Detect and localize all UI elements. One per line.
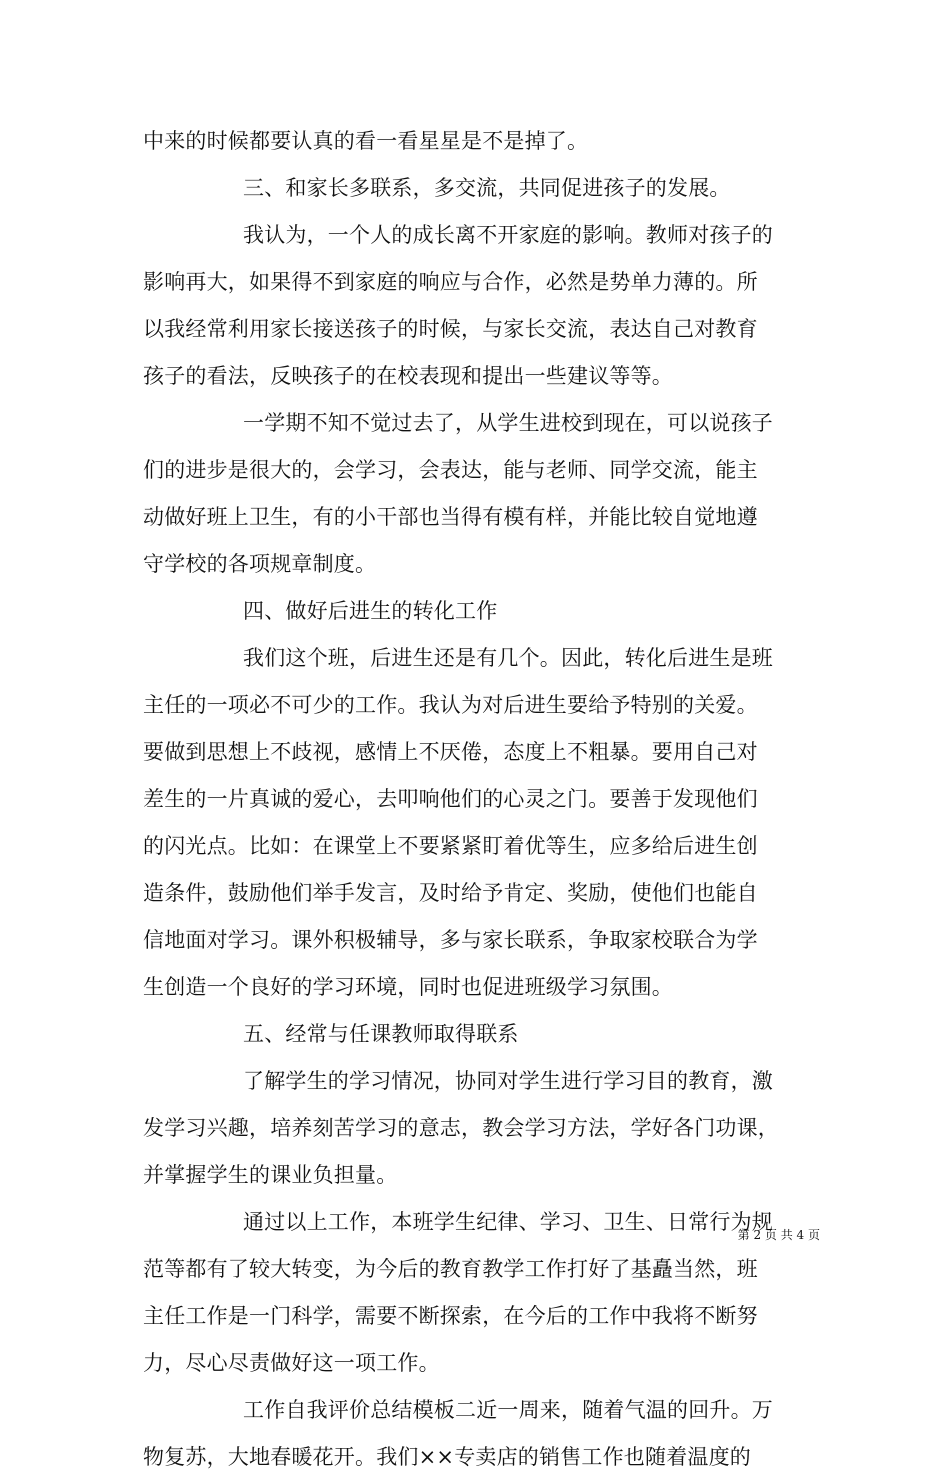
text-line: 工作自我评价总结模板二近一周来，随着气温的回升。万 (243, 1398, 773, 1422)
text-line: 一学期不知不觉过去了，从学生进校到现在，可以说孩子 (243, 411, 773, 435)
text-line: 中来的时候都要认真的看一看星星是不是掉了。 (143, 129, 589, 153)
text-line: 四、做好后进生的转化工作 (243, 599, 498, 623)
text-line: 通过以上工作，本班学生纪律、学习、卫生、日常行为规 (243, 1210, 773, 1234)
text-line: 主任的一项必不可少的工作。我认为对后进生要给予特别的关爱。 (143, 693, 758, 717)
text-line: 造条件，鼓励他们举手发言，及时给予肯定、奖励，使他们也能自 (143, 881, 758, 905)
text-line: 影响再大，如果得不到家庭的响应与合作，必然是势单力薄的。所 (143, 270, 758, 294)
text-line: 要做到思想上不歧视，感情上不厌倦，态度上不粗暴。要用自己对 (143, 740, 758, 764)
text-line: 孩子的看法，反映孩子的在校表现和提出一些建议等等。 (143, 364, 673, 388)
text-line: 信地面对学习。课外积极辅导，多与家长联系，争取家校联合为学 (143, 928, 758, 952)
text-line: 范等都有了较大转变，为今后的教育教学工作打好了基矗当然，班 (143, 1257, 758, 1281)
text-line: 差生的一片真诚的爱心，去叩响他们的心灵之门。要善于发现他们 (143, 787, 758, 811)
text-line: 我认为，一个人的成长离不开家庭的影响。教师对孩子的 (243, 223, 773, 247)
text-line: 发学习兴趣，培养刻苦学习的意志，教会学习方法，学好各门功课， (143, 1116, 779, 1140)
document-body (143, 118, 811, 1481)
text-line: 物复苏，大地春暖花开。我们××专卖店的销售工作也随着温度的 (143, 1445, 751, 1469)
text-line: 力，尽心尽责做好这一项工作。 (143, 1351, 440, 1375)
text-line: 以我经常利用家长接送孩子的时候，与家长交流，表达自己对教育 (143, 317, 758, 341)
text-line: 们的进步是很大的，会学习，会表达，能与老师、同学交流，能主 (143, 458, 758, 482)
text-line: 三、和家长多联系，多交流，共同促进孩子的发展。 (243, 176, 731, 200)
text-line: 主任工作是一门科学，需要不断探索，在今后的工作中我将不断努 (143, 1304, 758, 1328)
page-footer: 第 2 页 共 4 页 (737, 1228, 820, 1242)
text-line: 并掌握学生的课业负担量。 (143, 1163, 398, 1187)
text-line: 的闪光点。比如：在课堂上不要紧紧盯着优等生，应多给后进生创 (143, 834, 758, 858)
text-line: 了解学生的学习情况，协同对学生进行学习目的教育，激 (243, 1069, 773, 1093)
text-line: 五、经常与任课教师取得联系 (243, 1022, 519, 1046)
text-line: 动做好班上卫生，有的小干部也当得有模有样，并能比较自觉地遵 (143, 505, 758, 529)
text-line: 守学校的各项规章制度。 (143, 552, 377, 576)
text-line: 我们这个班，后进生还是有几个。因此，转化后进生是班 (243, 646, 773, 670)
text-line: 生创造一个良好的学习环境，同时也促进班级学习氛围。 (143, 975, 673, 999)
